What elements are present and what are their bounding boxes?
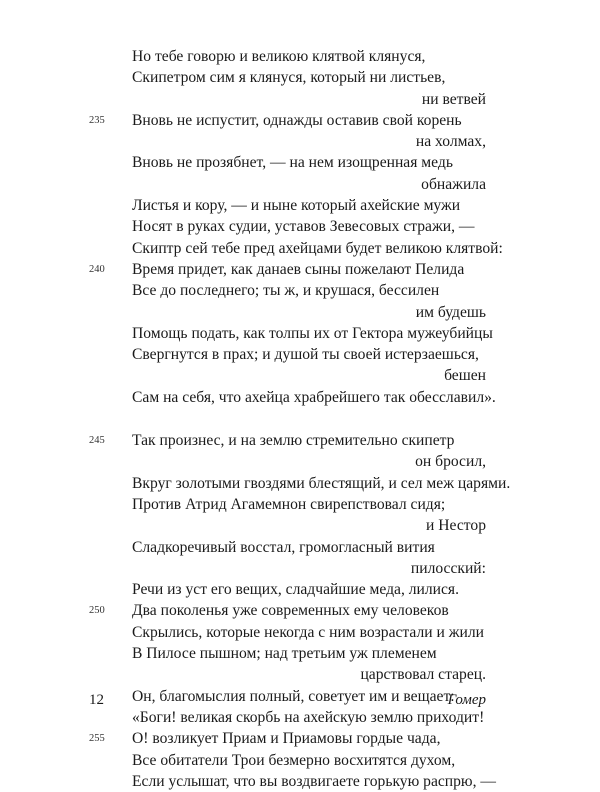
verse-text: на холмах, <box>415 133 486 151</box>
poem-text <box>0 46 600 792</box>
verse-text: Сладкоречивый восстал, громогласный вития <box>132 538 435 556</box>
verse-text: Время придет, как данаев сыны пожелают Пелида <box>132 260 465 278</box>
verse-line <box>0 579 600 600</box>
page-footer <box>0 692 600 712</box>
verse-text: Помощь подать, как толпы их от Гектора мужеубийцы <box>132 324 493 342</box>
verse-text: ни ветвей <box>421 90 486 108</box>
verse-text: Он, благомыслия полный, советует им и вещает: <box>132 687 455 705</box>
verse-line <box>0 771 600 792</box>
verse-line <box>0 344 600 365</box>
verse-line <box>0 302 600 323</box>
verse-text: обнажила <box>421 175 486 193</box>
stanza-break <box>0 408 600 430</box>
verse-line <box>0 387 600 408</box>
verse-text: Против Атрид Агамемнон свирепствовал сидя; <box>132 495 446 513</box>
verse-text: Скрылись, которые некогда с ним возрастали и жили <box>132 623 485 641</box>
verse-line <box>0 622 600 643</box>
verse-line <box>0 494 600 515</box>
verse-text: Вновь не испустит, однажды оставив свой корень <box>132 111 462 129</box>
verse-text: бешен <box>444 367 486 385</box>
verse-line <box>0 558 600 579</box>
verse-line <box>0 728 600 749</box>
verse-line <box>0 259 600 280</box>
verse-text: и Нестор <box>426 517 486 535</box>
verse-line <box>0 216 600 237</box>
verse-line <box>0 280 600 301</box>
verse-line <box>0 473 600 494</box>
verse-line <box>0 323 600 344</box>
verse-text: Скиптр сей тебе пред ахейцами будет великою клятвой: <box>132 239 503 257</box>
verse-text: В Пилосе пышном; над третьим уж племенем <box>132 645 437 663</box>
line-number: 245 <box>89 435 105 447</box>
verse-text: «Боги! великая скорбь на ахейскую землю приходит! <box>132 708 485 726</box>
line-number: 255 <box>89 733 105 745</box>
verse-text: Носят в руках судии, уставов Зевесовых стражи, — <box>132 218 475 236</box>
verse-text: им будешь <box>415 303 486 321</box>
verse-line <box>0 430 600 451</box>
line-number: 250 <box>89 605 105 617</box>
verse-line <box>0 238 600 259</box>
verse-text: Свергнутся в прах; и душой ты своей истерзаешься, <box>132 346 479 364</box>
running-author: Гомер <box>447 692 486 708</box>
verse-line <box>0 110 600 131</box>
verse-line <box>0 131 600 152</box>
verse-text: О! возликует Приам и Приамовы гордые чада, <box>132 730 441 748</box>
verse-text: пилосский: <box>410 559 486 577</box>
verse-line <box>0 365 600 386</box>
verse-line <box>0 451 600 472</box>
verse-line <box>0 515 600 536</box>
verse-text: Речи из уст его вещих, сладчайшие меда, лилися. <box>132 581 460 599</box>
verse-text: Но тебе говорю и великою клятвой клянуся, <box>132 48 426 65</box>
verse-text: Так произнес, и на землю стремительно скипетр <box>132 432 455 450</box>
verse-text: Сам на себя, что ахейца храбрейшего так обесславил». <box>132 388 496 406</box>
verse-line <box>0 750 600 771</box>
verse-text: царствовал старец. <box>360 666 486 684</box>
verse-line <box>0 174 600 195</box>
verse-text: Вкруг золотыми гвоздями блестящий, и сел меж царями. <box>132 474 511 492</box>
verse-line <box>0 600 600 621</box>
line-number: 235 <box>89 114 105 126</box>
verse-text: он бросил, <box>415 453 486 471</box>
line-number: 240 <box>89 263 105 275</box>
verse-line <box>0 152 600 173</box>
verse-line <box>0 643 600 664</box>
verse-line <box>0 664 600 685</box>
verse-text: Вновь не прозябнет, — на нем изощренная медь <box>132 154 453 172</box>
verse-text: Если услышат, что вы воздвигаете горькую распрю, — <box>132 772 496 790</box>
verse-text: Скипетром сим я клянуся, который ни листьев, <box>132 69 446 87</box>
verse-line <box>0 537 600 558</box>
verse-text: Два поколенья уже современных ему человеков <box>132 602 449 620</box>
page-number: 12 <box>89 692 104 708</box>
verse-line <box>0 67 600 88</box>
verse-line <box>0 195 600 216</box>
verse-text: Все обитатели Трои безмерно восхитятся духом, <box>132 751 456 769</box>
verse-text: Листья и кору, — и ныне который ахейские мужи <box>132 197 461 215</box>
verse-text: Все до последнего; ты ж, и крушася, бессилен <box>132 282 440 300</box>
verse-line <box>0 89 600 110</box>
verse-line <box>0 46 600 67</box>
